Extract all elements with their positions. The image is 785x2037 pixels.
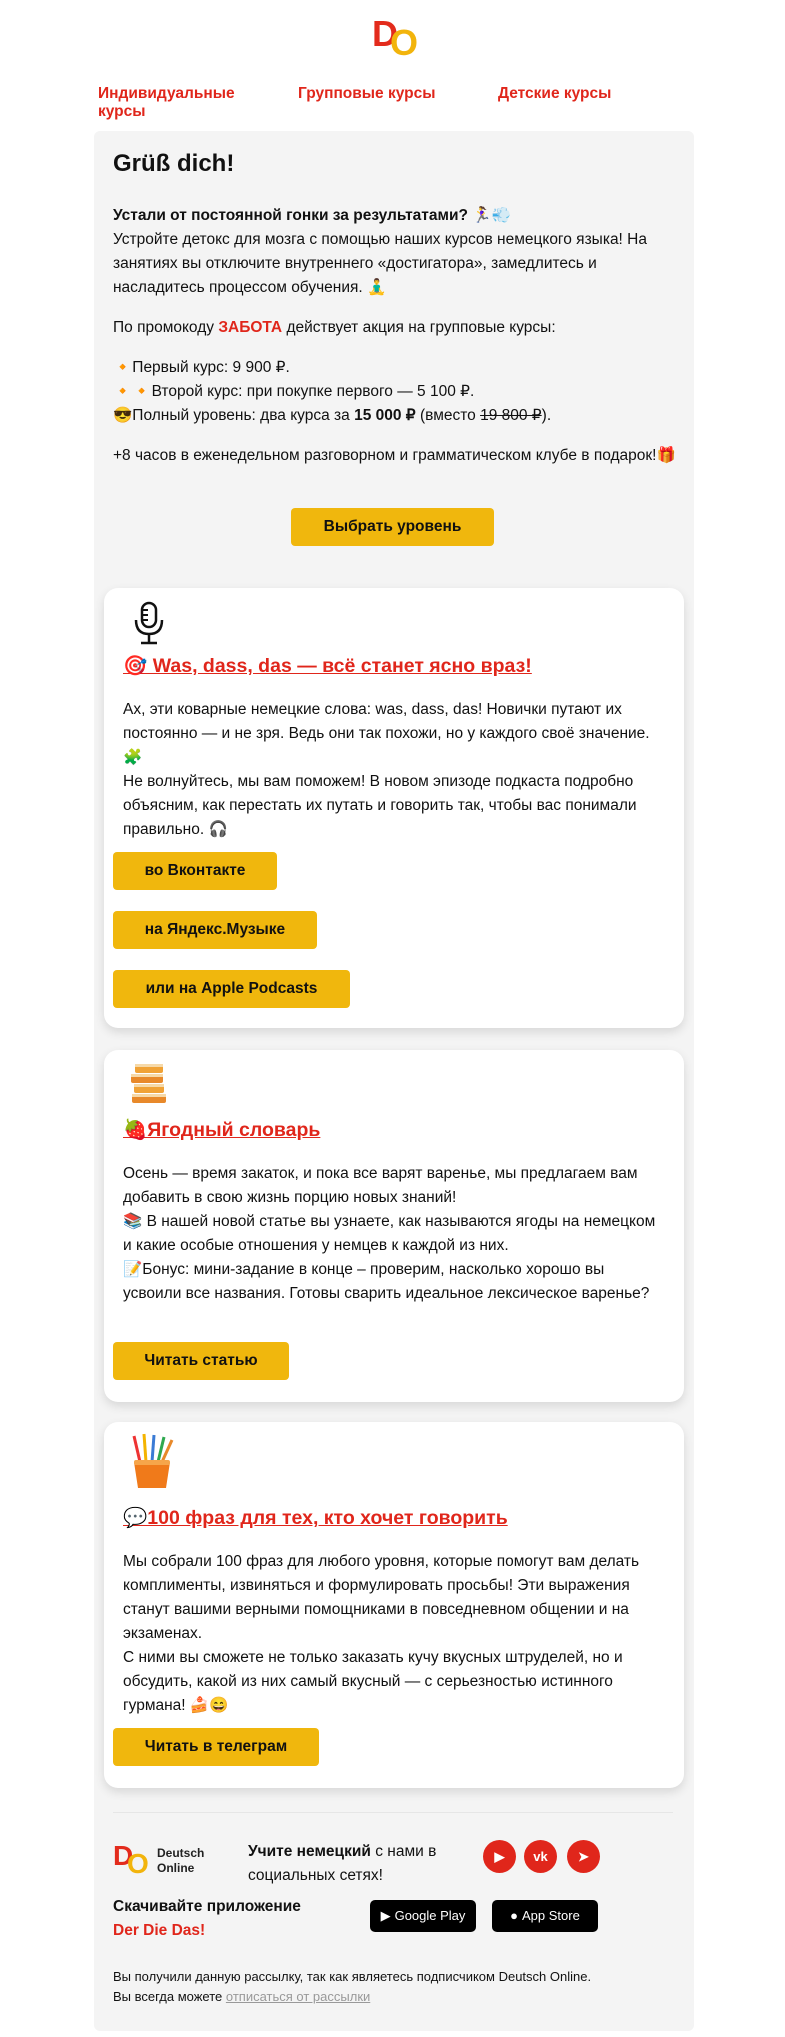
app-store-button[interactable] (492, 1900, 598, 1932)
promo-line (113, 316, 683, 340)
article-title[interactable]: 🍓Ягодный словарь (123, 1119, 321, 1141)
podcast-text-1: Ах, эти коварные немецкие слова: was, dass, das! Новички путают их постоянно — и не зря. Ведь они так похожи, но у каждого своё значение.🧩 (123, 701, 650, 766)
footer-note (113, 1967, 673, 2007)
app-promo-name: Der Die Das! (113, 1922, 206, 1939)
footer-logo-d: D (113, 1840, 134, 1871)
nav-kids-courses[interactable]: Детские курсы (498, 85, 612, 102)
vk-icon[interactable]: vk (524, 1840, 557, 1873)
offer-first: 🔸Первый курс: 9 900 ₽. (113, 359, 290, 376)
logo-letter-o: O (390, 22, 419, 63)
offer-second: 🔸🔸Второй курс: при покупке первого — 5 100 ₽. (113, 383, 475, 400)
choose-level-button[interactable]: Выбрать уровень (291, 508, 494, 546)
social-text-bold: Учите немецкий (248, 1843, 371, 1860)
read-article-button[interactable]: Читать статью (113, 1342, 289, 1380)
apple-icon: ● (510, 1908, 519, 1923)
social-text (248, 1840, 448, 1888)
footer-divider (113, 1812, 673, 1813)
telegram-icon[interactable]: ➤ (567, 1840, 600, 1873)
top-nav (98, 85, 698, 125)
article-card (104, 1050, 684, 1402)
promo-suffix: действует акция на групповые курсы: (286, 319, 556, 336)
app-promo-title: Скачивайте приложение (113, 1898, 301, 1915)
phrases-card (104, 1422, 684, 1788)
offer-full-mid: (вместо (419, 407, 476, 424)
phrases-title[interactable]: 💬100 фраз для тех, кто хочет говорить (123, 1507, 508, 1529)
google-play-button[interactable] (370, 1900, 476, 1932)
app-store-label: App Store (522, 1908, 580, 1923)
footer-logo-o: O (127, 1848, 149, 1879)
footer-logo[interactable] (113, 1840, 223, 1880)
intro-lead-text: Устройте детокс для мозга с помощью наших курсов немецкого языка! На занятиях вы отключите внутреннего «достигатора», замедлитесь и насладитесь процессом обучения. 🧘‍♂️ (113, 231, 647, 296)
read-telegram-button[interactable]: Читать в телеграм (113, 1728, 319, 1766)
podcast-title[interactable]: 🎯 Was, dass, das — всё станет ясно враз! (123, 655, 532, 677)
phrases-text-1: Мы собрали 100 фраз для любого уровня, которые помогут вам делать комплименты, извиняться и формулировать просьбы! Эти выражения станут вашими верными помощниками в повседневном общении и на экзаменах. (123, 1553, 640, 1642)
yandex-music-button[interactable]: на Яндекс.Музыке (113, 911, 317, 949)
article-text-3: 📝Бонус: мини-задание в конце – проверим, насколько хорошо вы усвоили все названия. Готовы сварить идеальное лексическое варенье? (123, 1261, 650, 1302)
footer-note-2: Вы всегда можете (113, 1989, 223, 2004)
article-text (123, 1162, 663, 1306)
social-text-rest: с нами в социальных сетях! (248, 1843, 437, 1884)
promo-prefix: По промокоду (113, 319, 215, 336)
podcast-card (104, 588, 684, 1028)
nav-group-courses[interactable]: Групповые курсы (298, 85, 436, 102)
offer-full-end: ). (541, 407, 552, 424)
offer-list (113, 356, 683, 428)
podcast-text-2: Не волнуйтесь, мы вам поможем! В новом эпизоде подкаста подробно объясним, как перестать их путать и говорить так, чтобы вас понимали правильно. 🎧 (123, 773, 637, 838)
intro-lead (113, 204, 683, 300)
books-icon (124, 1060, 174, 1110)
pencil-cup-icon (124, 1432, 180, 1492)
google-play-icon: ▶ (380, 1908, 391, 1923)
intro-section (113, 148, 683, 484)
podcast-text (123, 698, 663, 842)
article-text-1: Осень — время закаток, и пока все варят варенье, мы предлагаем вам добавить в свою жизнь порцию новых знаний! (123, 1165, 638, 1206)
bonus-text: +8 часов в еженедельном разговорном и грамматическом клубе в подарок!🎁 (113, 447, 676, 464)
greeting-heading: Grüß dich! (113, 150, 235, 177)
offer-full-price: 15 000 ₽ (354, 407, 416, 424)
offer-full-old-price: 19 800 ₽ (480, 407, 542, 424)
apple-podcasts-button[interactable]: или на Apple Podcasts (113, 970, 350, 1008)
phrases-text-2: С ними вы сможете не только заказать кучу вкусных штруделей, но и обсудить, какой из них самый вкусный — с серьезностью истинного гурмана! 🍰😄 (123, 1649, 623, 1714)
vk-button[interactable]: во Вконтакте (113, 852, 277, 890)
brand-logo[interactable] (372, 10, 419, 63)
promo-code: ЗАБОТА (218, 319, 283, 336)
nav-individual-courses[interactable]: Индивидуальные курсы (98, 85, 235, 120)
footer-note-1: Вы получили данную рассылку, так как являетесь подписчиком Deutsch Online. (113, 1969, 592, 1984)
microphone-icon (124, 598, 174, 648)
youtube-icon[interactable]: ▶ (483, 1840, 516, 1873)
article-text-2: 📚 В нашей новой статье вы узнаете, как называются ягоды на немецком и какие особые отношения у немцев к каждой из них. (123, 1213, 656, 1254)
phrases-text (123, 1550, 663, 1718)
logo-letter-d: D (372, 13, 396, 54)
footer-logo-text: Deutsch Online (157, 1846, 205, 1875)
offer-full-prefix: 😎Полный уровень: два курса за (113, 407, 350, 424)
google-play-label: Google Play (394, 1908, 466, 1923)
intro-lead-bold: Устали от постоянной гонки за результатами? 🏃‍♀️💨 (113, 207, 511, 224)
unsubscribe-link[interactable]: отписаться от рассылки (225, 1989, 371, 2004)
